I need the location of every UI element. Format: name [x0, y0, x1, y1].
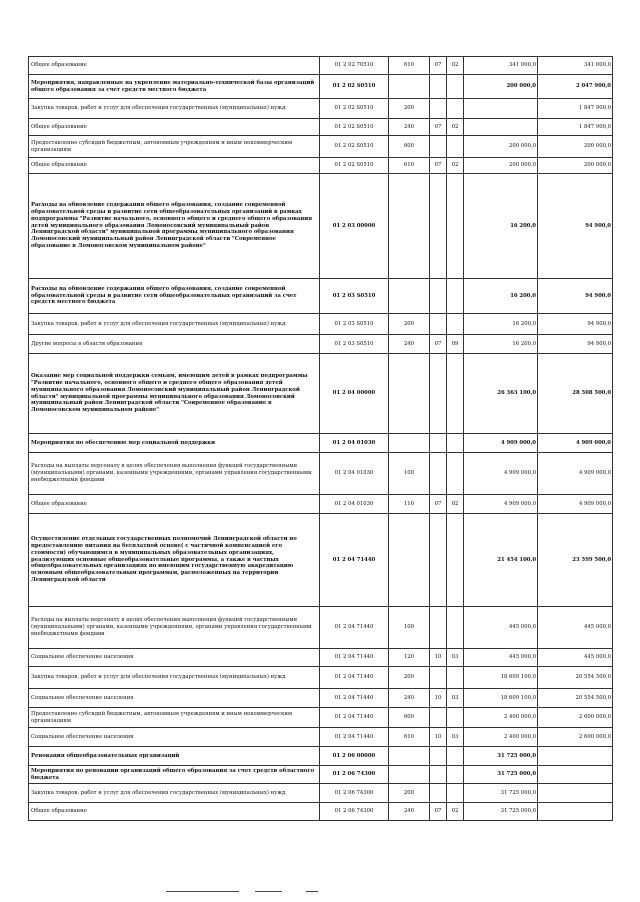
subsection-cell — [447, 766, 464, 784]
table-row — [29, 747, 613, 766]
expense-type-cell: 240 — [389, 803, 430, 821]
target-article-cell: 01 2 03 S0510 — [320, 335, 389, 354]
amount-year1-cell: 445 000,0 — [464, 649, 538, 667]
target-article-cell: 01 2 04 01030 — [320, 495, 389, 514]
row-name-cell: Предоставление субсидий бюджетным, автономным учреждениям и иным некоммерческим организациям — [29, 708, 320, 728]
expense-type-cell: 600 — [389, 708, 430, 728]
amount-year1-cell: 21 454 100,0 — [464, 514, 538, 607]
row-name-cell: Социальное обеспечение населения — [29, 728, 320, 747]
subsection-cell: 03 — [447, 649, 464, 667]
expense-type-cell: 100 — [389, 607, 430, 649]
row-name-cell: Общее образование — [29, 803, 320, 821]
amount-year2-cell — [538, 803, 613, 821]
section-cell: 07 — [430, 495, 447, 514]
target-article-cell: 01 2 06 74300 — [320, 803, 389, 821]
table-row — [29, 766, 613, 784]
amount-year2-cell: 94 900,0 — [538, 174, 613, 279]
row-name-cell: Мероприятия, направленные на укрепление материально-технической базы организаций общего образования за счет средств местного бюджета — [29, 75, 320, 99]
target-article-cell: 01 2 02 S0510 — [320, 136, 389, 158]
subsection-cell — [447, 434, 464, 453]
table-row — [29, 667, 613, 689]
target-article-cell: 01 2 04 71440 — [320, 607, 389, 649]
table-row — [29, 136, 613, 158]
target-article-cell: 01 2 02 S0510 — [320, 119, 389, 136]
subsection-cell: 09 — [447, 335, 464, 354]
budget-table — [28, 56, 613, 821]
expense-type-cell: 120 — [389, 649, 430, 667]
amount-year1-cell: 200 000,0 — [464, 136, 538, 158]
amount-year2-cell: 2 600 000,0 — [538, 728, 613, 747]
row-name-cell: Осуществление отдельных государственных полномочий Ленинградской области по предоставлению питания на бесплатной основе( с частичной компенсацией его стоимости) обучающимся в муниципальных образовательных организациях, реализующих основные общеобразовательные программы, а также в частных общеобразовательных организациях по имеющим государственную аккредитацию основным общеобразовательным программам, расположенных на территории Ленинградской области — [29, 514, 320, 607]
target-article-cell: 01 2 04 71440 — [320, 667, 389, 689]
table-row — [29, 434, 613, 453]
footer-line — [306, 891, 318, 892]
amount-year1-cell: 16 200,0 — [464, 279, 538, 314]
row-name-cell: Реновация общеобразовательных организаций — [29, 747, 320, 766]
target-article-cell: 01 2 04 71440 — [320, 708, 389, 728]
row-name-cell: Другие вопросы в области образования — [29, 335, 320, 354]
expense-type-cell: 100 — [389, 453, 430, 495]
target-article-cell: 01 2 04 00000 — [320, 354, 389, 434]
subsection-cell: 03 — [447, 689, 464, 708]
expense-type-cell — [389, 766, 430, 784]
amount-year2-cell: 2 047 900,0 — [538, 75, 613, 99]
section-cell — [430, 136, 447, 158]
section-cell — [430, 708, 447, 728]
section-cell — [430, 747, 447, 766]
table-row — [29, 689, 613, 708]
amount-year2-cell: 445 000,0 — [538, 649, 613, 667]
expense-type-cell: 240 — [389, 689, 430, 708]
section-cell — [430, 667, 447, 689]
subsection-cell — [447, 784, 464, 803]
amount-year2-cell: 23 599 500,0 — [538, 514, 613, 607]
table-row — [29, 75, 613, 99]
amount-year1-cell: 2 400 000,0 — [464, 708, 538, 728]
subsection-cell: 03 — [447, 728, 464, 747]
table-row — [29, 728, 613, 747]
subsection-cell — [447, 708, 464, 728]
section-cell — [430, 174, 447, 279]
table-row — [29, 607, 613, 649]
table-row — [29, 649, 613, 667]
row-name-cell: Расходы на выплаты персоналу в целях обеспечения выполнения функций государственными (муниципальными) органами, казенными учреждениями, органами управления государственными внебюджетными фондами — [29, 607, 320, 649]
expense-type-cell — [389, 75, 430, 99]
row-name-cell: Расходы на обновление содержания общего образования, создание современной образовательной среды и развитие сети общеобразовательных организаций в рамках подпрограммы "Развитие начального, основного общего и среднего общего образования детей муниципального образования Ломоносовский муниципальный район Ленинградской области" муниципальной программы муниципального образования Ломоносовский муниципальный район Ленинградской области "Современное образование в Ломоносовском муниципальном районе" — [29, 174, 320, 279]
section-cell — [430, 784, 447, 803]
amount-year1-cell: 2 400 000,0 — [464, 728, 538, 747]
amount-year2-cell: 2 600 000,0 — [538, 708, 613, 728]
amount-year1-cell — [464, 99, 538, 119]
amount-year1-cell: 31 725 000,0 — [464, 766, 538, 784]
section-cell — [430, 453, 447, 495]
target-article-cell: 01 2 02 S0510 — [320, 158, 389, 174]
section-cell: 10 — [430, 689, 447, 708]
target-article-cell: 01 2 03 S0510 — [320, 314, 389, 335]
row-name-cell: Расходы на обновление содержания общего образования, создание современной образовательной среды и развитие сети общеобразовательных организаций за счет средств местного бюджета — [29, 279, 320, 314]
subsection-cell — [447, 514, 464, 607]
table-row — [29, 279, 613, 314]
target-article-cell: 01 2 02 S0510 — [320, 75, 389, 99]
amount-year2-cell: 4 909 000,0 — [538, 453, 613, 495]
target-article-cell: 01 2 04 71440 — [320, 728, 389, 747]
expense-type-cell: 240 — [389, 119, 430, 136]
table-row — [29, 314, 613, 335]
expense-type-cell — [389, 174, 430, 279]
section-cell: 07 — [430, 335, 447, 354]
target-article-cell: 01 2 04 71440 — [320, 514, 389, 607]
expense-type-cell: 200 — [389, 99, 430, 119]
amount-year1-cell: 31 725 000,0 — [464, 747, 538, 766]
table-row — [29, 784, 613, 803]
amount-year2-cell: 94 900,0 — [538, 335, 613, 354]
amount-year1-cell: 16 200,0 — [464, 174, 538, 279]
section-cell: 07 — [430, 803, 447, 821]
expense-type-cell: 200 — [389, 314, 430, 335]
subsection-cell: 02 — [447, 57, 464, 75]
amount-year1-cell: 18 609 100,0 — [464, 667, 538, 689]
subsection-cell — [447, 453, 464, 495]
target-article-cell: 01 2 03 00000 — [320, 174, 389, 279]
amount-year1-cell: 16 200,0 — [464, 335, 538, 354]
row-name-cell: Социальное обеспечение населения — [29, 649, 320, 667]
section-cell: 10 — [430, 649, 447, 667]
table-body — [29, 57, 613, 821]
target-article-cell: 01 2 06 74300 — [320, 766, 389, 784]
amount-year2-cell: 20 554 500,0 — [538, 689, 613, 708]
subsection-cell — [447, 279, 464, 314]
subsection-cell — [447, 354, 464, 434]
amount-year1-cell: 31 725 000,0 — [464, 784, 538, 803]
expense-type-cell: 240 — [389, 335, 430, 354]
subsection-cell: 02 — [447, 158, 464, 174]
amount-year1-cell: 4 909 000,0 — [464, 495, 538, 514]
row-name-cell: Расходы на выплаты персоналу в целях обеспечения выполнения функций государственными (муниципальными) органами, казенными учреждениями, органами управления государственными внебюджетными фондами — [29, 453, 320, 495]
amount-year1-cell: 200 000,0 — [464, 75, 538, 99]
subsection-cell: 02 — [447, 495, 464, 514]
section-cell — [430, 514, 447, 607]
target-article-cell: 01 2 06 74300 — [320, 784, 389, 803]
subsection-cell — [447, 99, 464, 119]
amount-year2-cell: 4 909 000,0 — [538, 434, 613, 453]
section-cell — [430, 766, 447, 784]
amount-year2-cell: 4 909 000,0 — [538, 495, 613, 514]
expense-type-cell — [389, 279, 430, 314]
row-name-cell: Общее образование — [29, 119, 320, 136]
target-article-cell: 01 2 04 71440 — [320, 649, 389, 667]
amount-year2-cell: 341 000,0 — [538, 57, 613, 75]
expense-type-cell — [389, 747, 430, 766]
table-row — [29, 99, 613, 119]
amount-year2-cell: 1 847 900,0 — [538, 119, 613, 136]
table-row — [29, 354, 613, 434]
amount-year1-cell: 200 000,0 — [464, 158, 538, 174]
row-name-cell: Мероприятия по обеспечению мер социальной поддержки — [29, 434, 320, 453]
target-article-cell: 01 2 04 71440 — [320, 689, 389, 708]
amount-year1-cell: 18 609 100,0 — [464, 689, 538, 708]
section-cell: 07 — [430, 158, 447, 174]
section-cell — [430, 279, 447, 314]
amount-year1-cell: 4 909 000,0 — [464, 434, 538, 453]
amount-year2-cell: 200 000,0 — [538, 136, 613, 158]
subsection-cell — [447, 136, 464, 158]
row-name-cell: Оказание мер социальной поддержки семьям, имеющим детей в рамках подпрограммы "Развитие начального, основного общего и среднего общего образования детей муниципального образования Ломоносовский муниципальный район Ленинградской области" муниципальной программы муниципального образования Ломоносовский муниципальный район Ленинградской области "Современное образование в Ломоносовском муниципальном районе" — [29, 354, 320, 434]
row-name-cell: Общее образование — [29, 158, 320, 174]
expense-type-cell: 110 — [389, 495, 430, 514]
section-cell: 10 — [430, 728, 447, 747]
amount-year2-cell: 1 847 900,0 — [538, 99, 613, 119]
amount-year2-cell: 20 554 500,0 — [538, 667, 613, 689]
section-cell — [430, 434, 447, 453]
section-cell — [430, 314, 447, 335]
amount-year1-cell: 4 909 000,0 — [464, 453, 538, 495]
amount-year2-cell: 94 900,0 — [538, 314, 613, 335]
subsection-cell — [447, 75, 464, 99]
row-name-cell: Предоставление субсидий бюджетным, автономным учреждениям и иным некоммерческим организациям — [29, 136, 320, 158]
amount-year2-cell — [538, 747, 613, 766]
expense-type-cell: 200 — [389, 784, 430, 803]
table-row — [29, 495, 613, 514]
amount-year2-cell: 445 000,0 — [538, 607, 613, 649]
amount-year2-cell — [538, 784, 613, 803]
subsection-cell — [447, 667, 464, 689]
section-cell — [430, 75, 447, 99]
row-name-cell: Мероприятия по реновации организаций общего образования за счет средств областного бюджета — [29, 766, 320, 784]
amount-year1-cell: 26 363 100,0 — [464, 354, 538, 434]
table-row — [29, 57, 613, 75]
section-cell: 07 — [430, 119, 447, 136]
row-name-cell: Закупка товаров, работ и услуг для обеспечения государственных (муниципальных) нужд — [29, 784, 320, 803]
subsection-cell — [447, 174, 464, 279]
table-row — [29, 174, 613, 279]
table-row — [29, 708, 613, 728]
expense-type-cell: 610 — [389, 57, 430, 75]
subsection-cell — [447, 747, 464, 766]
subsection-cell — [447, 314, 464, 335]
table-row — [29, 335, 613, 354]
table-row — [29, 158, 613, 174]
amount-year1-cell — [464, 119, 538, 136]
target-article-cell: 01 2 06 00000 — [320, 747, 389, 766]
section-cell — [430, 354, 447, 434]
target-article-cell: 01 2 04 01030 — [320, 434, 389, 453]
table-row — [29, 119, 613, 136]
amount-year1-cell: 16 200,0 — [464, 314, 538, 335]
table-row — [29, 453, 613, 495]
section-cell: 07 — [430, 57, 447, 75]
subsection-cell: 02 — [447, 119, 464, 136]
row-name-cell: Общее образование — [29, 495, 320, 514]
section-cell — [430, 607, 447, 649]
amount-year2-cell: 28 508 500,0 — [538, 354, 613, 434]
section-cell — [430, 99, 447, 119]
row-name-cell: Закупка товаров, работ и услуг для обеспечения государственных (муниципальных) нужд — [29, 99, 320, 119]
row-name-cell: Закупка товаров, работ и услуг для обеспечения государственных (муниципальных) нужд — [29, 314, 320, 335]
row-name-cell: Общее образование — [29, 57, 320, 75]
footer-line — [255, 891, 282, 892]
expense-type-cell: 200 — [389, 667, 430, 689]
expense-type-cell — [389, 354, 430, 434]
table-row — [29, 803, 613, 821]
expense-type-cell — [389, 434, 430, 453]
footer-line — [166, 891, 239, 892]
expense-type-cell — [389, 514, 430, 607]
table-row — [29, 514, 613, 607]
row-name-cell: Социальное обеспечение населения — [29, 689, 320, 708]
target-article-cell: 01 2 04 01030 — [320, 453, 389, 495]
expense-type-cell: 610 — [389, 158, 430, 174]
target-article-cell: 01 2 02 70510 — [320, 57, 389, 75]
amount-year1-cell: 31 725 000,0 — [464, 803, 538, 821]
target-article-cell: 01 2 02 S0510 — [320, 99, 389, 119]
subsection-cell: 02 — [447, 803, 464, 821]
target-article-cell: 01 2 03 S0510 — [320, 279, 389, 314]
expense-type-cell: 600 — [389, 136, 430, 158]
row-name-cell: Закупка товаров, работ и услуг для обеспечения государственных (муниципальных) нужд — [29, 667, 320, 689]
expense-type-cell: 610 — [389, 728, 430, 747]
amount-year2-cell — [538, 766, 613, 784]
amount-year1-cell: 445 000,0 — [464, 607, 538, 649]
amount-year2-cell: 94 900,0 — [538, 279, 613, 314]
subsection-cell — [447, 607, 464, 649]
amount-year1-cell: 341 000,0 — [464, 57, 538, 75]
amount-year2-cell: 200 000,0 — [538, 158, 613, 174]
